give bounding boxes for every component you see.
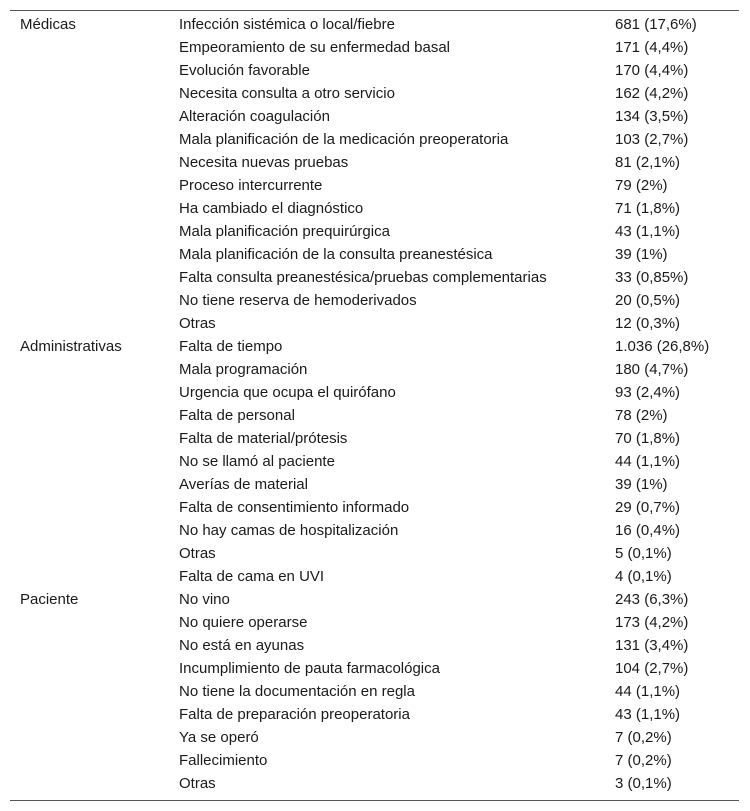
count-percent-cell: 243 (6,3%) (615, 591, 689, 608)
reason-cell: Ya se operó (179, 729, 259, 746)
reason-cell: No tiene reserva de hemoderivados (179, 292, 417, 309)
table-row (10, 13, 739, 36)
reason-cell: No hay camas de hospitalización (179, 522, 399, 539)
table-row (10, 289, 739, 312)
category-cell (10, 496, 179, 519)
table-body (10, 11, 739, 800)
reason-cell: Falta de material/prótesis (179, 430, 348, 447)
reason-cell: Infección sistémica o local/fiebre (179, 16, 395, 33)
table-row (10, 174, 739, 197)
table-row (10, 358, 739, 381)
table-row (10, 220, 739, 243)
table-row (10, 588, 739, 611)
category-cell (10, 197, 179, 220)
count-percent-cell: 134 (3,5%) (615, 108, 689, 125)
table-row (10, 128, 739, 151)
table-row (10, 519, 739, 542)
count-percent-cell: 180 (4,7%) (615, 361, 689, 378)
reason-cell: Evolución favorable (179, 62, 310, 79)
category-cell (10, 772, 179, 795)
category-cell (10, 427, 179, 450)
category-cell (10, 59, 179, 82)
count-percent-cell: 70 (1,8%) (615, 430, 681, 447)
count-percent-cell: 7 (0,2%) (615, 752, 672, 769)
category-cell (10, 128, 179, 151)
table-row (10, 726, 739, 749)
table-row (10, 473, 739, 496)
reason-cell: Mala planificación de la medicación preoperatoria (179, 131, 509, 148)
reason-cell: Fallecimiento (179, 752, 268, 769)
data-table (10, 11, 739, 800)
table-row (10, 266, 739, 289)
category-cell (10, 404, 179, 427)
cancellation-reasons-table (10, 10, 739, 801)
category-cell (10, 358, 179, 381)
table-row (10, 634, 739, 657)
category-cell (10, 473, 179, 496)
table-row (10, 381, 739, 404)
reason-cell: Mala planificación prequirúrgica (179, 223, 390, 240)
table-row (10, 335, 739, 358)
table-row (10, 496, 739, 519)
category-cell (10, 266, 179, 289)
count-percent-cell: 170 (4,4%) (615, 62, 689, 79)
category-cell (10, 105, 179, 128)
category-cell (10, 634, 179, 657)
table-row (10, 82, 739, 105)
count-percent-cell: 7 (0,2%) (615, 729, 672, 746)
category-cell (10, 220, 179, 243)
count-percent-cell: 104 (2,7%) (615, 660, 689, 677)
category-cell (10, 542, 179, 565)
reason-cell: No tiene la documentación en regla (179, 683, 415, 700)
reason-cell: Falta de tiempo (179, 338, 283, 355)
table-row (10, 542, 739, 565)
table-row (10, 404, 739, 427)
category-cell (10, 680, 179, 703)
category-cell (10, 243, 179, 266)
reason-cell: Falta de preparación preoperatoria (179, 706, 410, 723)
count-percent-cell: 33 (0,85%) (615, 269, 689, 286)
table-row (10, 312, 739, 335)
category-cell (10, 36, 179, 59)
reason-cell: Mala planificación de la consulta preanestésica (179, 246, 493, 263)
reason-cell: Incumplimiento de pauta farmacológica (179, 660, 440, 677)
count-percent-cell: 20 (0,5%) (615, 292, 681, 309)
reason-cell: No quiere operarse (179, 614, 308, 631)
reason-cell: Mala programación (179, 361, 308, 378)
count-percent-cell: 173 (4,2%) (615, 614, 689, 631)
count-percent-cell: 79 (2%) (615, 177, 668, 194)
table-row (10, 565, 739, 588)
reason-cell: Otras (179, 545, 216, 562)
count-percent-cell: 39 (1%) (615, 476, 668, 493)
table-row (10, 657, 739, 680)
reason-cell: Otras (179, 315, 216, 332)
table-row (10, 105, 739, 128)
reason-cell: Urgencia que ocupa el quirófano (179, 384, 396, 401)
category-cell (10, 703, 179, 726)
count-percent-cell: 78 (2%) (615, 407, 668, 424)
reason-cell: Ha cambiado el diagnóstico (179, 200, 364, 217)
category-cell (10, 151, 179, 174)
count-percent-cell: 1.036 (26,8%) (615, 338, 710, 355)
category-cell: Médicas (20, 16, 76, 33)
count-percent-cell: 44 (1,1%) (615, 683, 681, 700)
table-row (10, 243, 739, 266)
count-percent-cell: 12 (0,3%) (615, 315, 681, 332)
reason-cell: Empeoramiento de su enfermedad basal (179, 39, 450, 56)
count-percent-cell: 171 (4,4%) (615, 39, 689, 56)
table-row (10, 772, 739, 795)
category-cell (10, 450, 179, 473)
count-percent-cell: 43 (1,1%) (615, 223, 681, 240)
reason-cell: Falta de cama en UVI (179, 568, 325, 585)
category-cell: Paciente (20, 591, 79, 608)
reason-cell: No vino (179, 591, 230, 608)
reason-cell: Necesita consulta a otro servicio (179, 85, 395, 102)
table-row (10, 703, 739, 726)
table-row (10, 36, 739, 59)
count-percent-cell: 39 (1%) (615, 246, 668, 263)
reason-cell: Falta consulta preanestésica/pruebas complementarias (179, 269, 547, 286)
reason-cell: Proceso intercurrente (179, 177, 323, 194)
count-percent-cell: 93 (2,4%) (615, 384, 681, 401)
count-percent-cell: 29 (0,7%) (615, 499, 681, 516)
reason-cell: Falta de personal (179, 407, 295, 424)
reason-cell: Averías de material (179, 476, 308, 493)
table-row (10, 427, 739, 450)
reason-cell: No se llamó al paciente (179, 453, 335, 470)
count-percent-cell: 44 (1,1%) (615, 453, 681, 470)
category-cell (10, 611, 179, 634)
count-percent-cell: 5 (0,1%) (615, 545, 672, 562)
count-percent-cell: 103 (2,7%) (615, 131, 689, 148)
category-cell (10, 749, 179, 772)
count-percent-cell: 81 (2,1%) (615, 154, 681, 171)
table-row (10, 450, 739, 473)
category-cell (10, 726, 179, 749)
table-row (10, 197, 739, 220)
count-percent-cell: 16 (0,4%) (615, 522, 681, 539)
count-percent-cell: 4 (0,1%) (615, 568, 672, 585)
category-cell (10, 312, 179, 335)
count-percent-cell: 71 (1,8%) (615, 200, 681, 217)
category-cell (10, 657, 179, 680)
reason-cell: Otras (179, 775, 216, 792)
reason-cell: Alteración coagulación (179, 108, 330, 125)
table-row (10, 151, 739, 174)
category-cell: Administrativas (20, 338, 122, 355)
count-percent-cell: 3 (0,1%) (615, 775, 672, 792)
category-cell (10, 174, 179, 197)
table-row (10, 59, 739, 82)
category-cell (10, 565, 179, 588)
count-percent-cell: 43 (1,1%) (615, 706, 681, 723)
count-percent-cell: 131 (3,4%) (615, 637, 689, 654)
category-cell (10, 381, 179, 404)
category-cell (10, 82, 179, 105)
reason-cell: Falta de consentimiento informado (179, 499, 410, 516)
reason-cell: Necesita nuevas pruebas (179, 154, 349, 171)
table-row (10, 611, 739, 634)
table-row (10, 749, 739, 772)
reason-cell: No está en ayunas (179, 637, 305, 654)
category-cell (10, 519, 179, 542)
count-percent-cell: 681 (17,6%) (615, 16, 697, 33)
count-percent-cell: 162 (4,2%) (615, 85, 689, 102)
table-row (10, 680, 739, 703)
category-cell (10, 289, 179, 312)
